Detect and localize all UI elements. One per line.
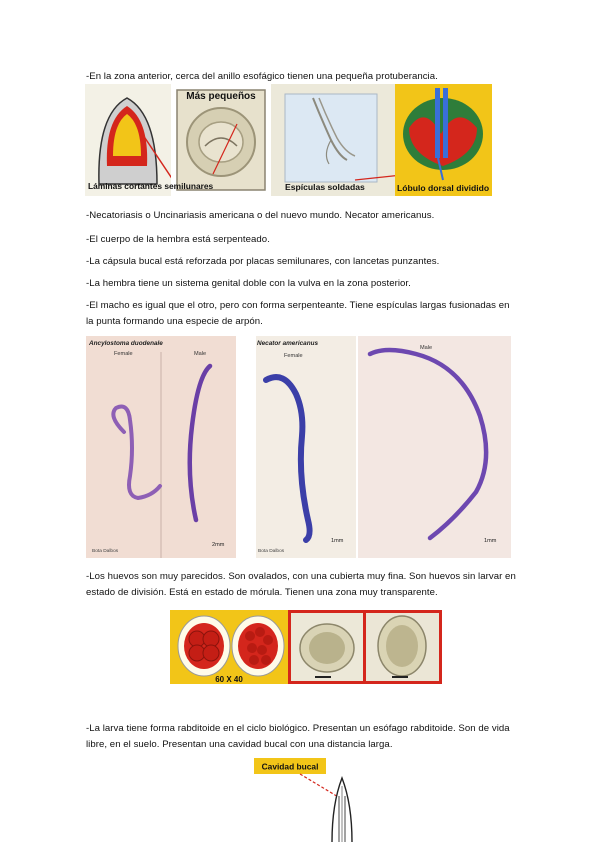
label-lobulo: Lóbulo dorsal dividido xyxy=(397,183,490,193)
svg-text:Bota Dalbos: Bota Dalbos xyxy=(258,549,285,554)
figure-buccal-capsule xyxy=(85,84,492,196)
label-laminas: Láminas cortantes semilunares xyxy=(88,181,214,191)
svg-text:2mm: 2mm xyxy=(212,542,225,548)
paragraph-anterior-zone: -En la zona anterior, cerca del anillo esofágico tienen una pequeña protuberancia. xyxy=(86,71,438,82)
figure-eggs xyxy=(170,610,442,684)
paragraph-genital-system: -La hembra tiene un sistema genital doble con la vulva en la zona posterior. xyxy=(86,278,411,289)
paragraph-necatoriasis: -Necatoriasis o Uncinariasis americana o del nuevo mundo. Necator americanus. xyxy=(86,210,435,221)
svg-text:Female: Female xyxy=(284,353,303,359)
figure-adult-worms xyxy=(86,336,511,558)
paragraph-male: -El macho es igual que el otro, pero con forma serpenteante. Tiene espículas largas fusionadas en la punta formando una especie de arpón. xyxy=(86,300,510,327)
svg-text:1mm: 1mm xyxy=(484,538,497,544)
label-cavidad-bucal: Cavidad bucal xyxy=(261,761,319,772)
label-magnification: 60 X 40 xyxy=(215,675,243,684)
svg-text:Bota Dalbos: Bota Dalbos xyxy=(92,549,119,554)
figure-larva xyxy=(252,756,360,842)
svg-text:Female: Female xyxy=(114,351,133,357)
svg-text:1mm: 1mm xyxy=(331,538,344,544)
paragraph-female-body: -El cuerpo de la hembra está serpenteado. xyxy=(86,234,270,245)
svg-text:Male: Male xyxy=(420,345,433,351)
svg-text:Male: Male xyxy=(194,351,207,357)
paragraph-eggs: -Los huevos son muy parecidos. Son ovalados, con una cubierta muy fina. Son huevos sin larvar en estado de división. Está en estado de mórula. Tienen una zona muy transparente. xyxy=(86,571,516,598)
label-espiculas: Espículas soldadas xyxy=(285,182,365,192)
label-necator: Necator americanus xyxy=(257,340,319,347)
paragraph-larva: -La larva tiene forma rabditoide en el ciclo biológico. Presentan un esófago rabditoide. Son de vida libre, en el suelo. Presentan una cavidad bucal con una distancia larga. xyxy=(86,723,510,750)
paragraph-buccal-capsule: -La cápsula bucal está reforzada por placas semilunares, con lancetas punzantes. xyxy=(86,256,440,267)
label-mas-pequenos: Más pequeños xyxy=(186,91,256,102)
label-ancylostoma: Ancylostoma duodenale xyxy=(89,340,163,347)
